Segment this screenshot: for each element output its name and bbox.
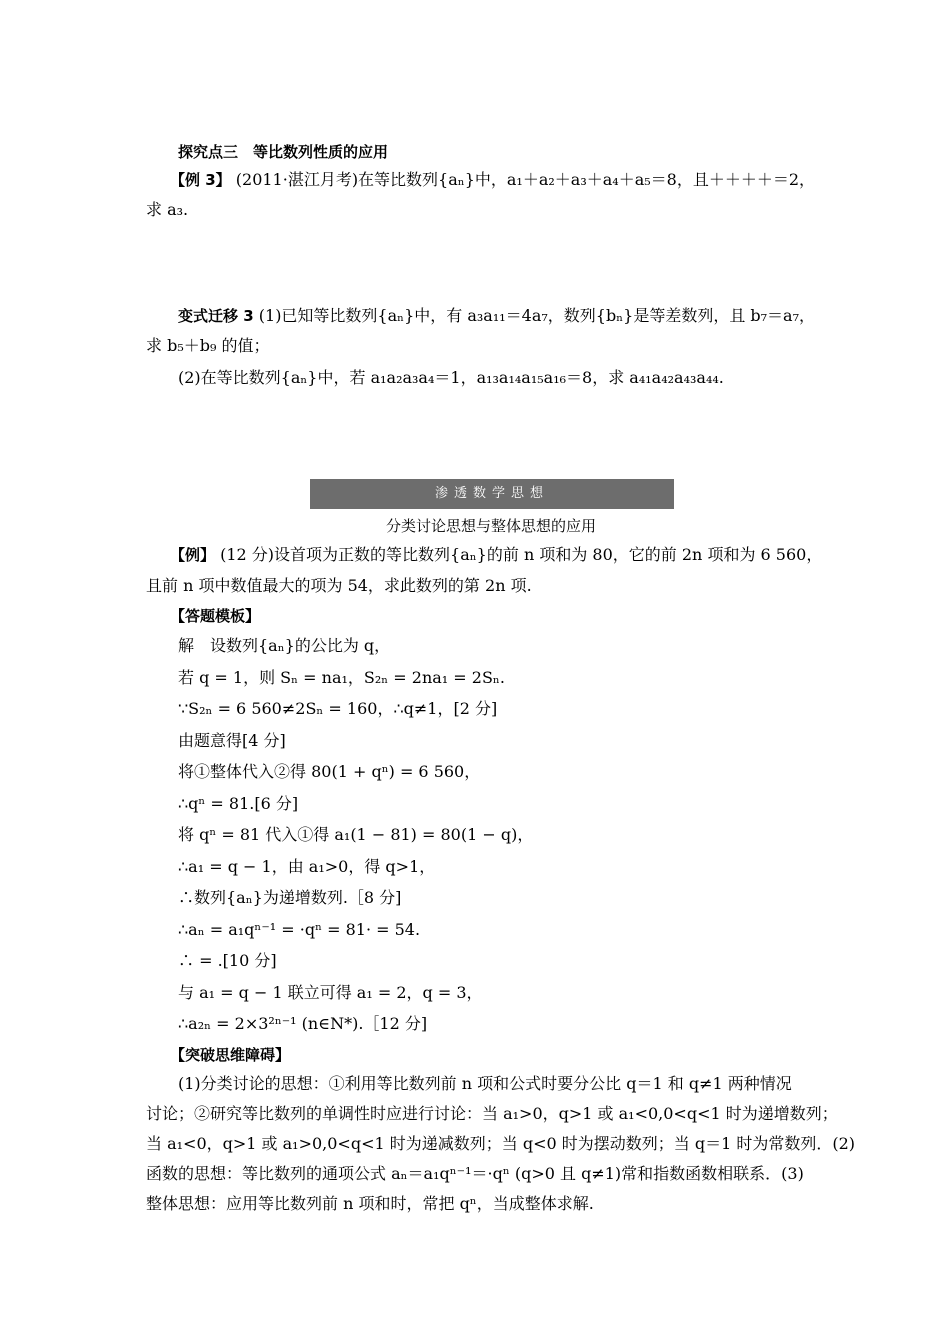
example-line-1 xyxy=(170,543,838,567)
solution-line: 将 qⁿ = 81 代入①得 a₁(1 − 81) = 80(1 − q)， xyxy=(178,825,534,844)
example-text-1: (12 分)设首项为正数的等比数列{aₙ}的前 n 项和为 80，它的前 2n 项和为 6 560， xyxy=(220,545,823,564)
example-line-2: 且前 n 项中数值最大的项为 54，求此数列的第 2n 项. xyxy=(146,576,532,595)
solution-line: 将①整体代入②得 80(1 + qⁿ) = 6 560， xyxy=(178,762,481,781)
solution-line: 若 q = 1，则 Sₙ = na₁，S₂ₙ = 2na₁ = 2Sₙ. xyxy=(178,668,505,687)
section-banner: 渗透数学思想 xyxy=(310,479,674,509)
example-tag: 【例】 xyxy=(170,546,216,564)
variant-line-1 xyxy=(178,304,846,328)
example3-line-1 xyxy=(170,168,838,192)
solution-line: ∴a₁ = q − 1，由 a₁>0，得 q>1， xyxy=(178,857,436,876)
template-heading: 【答题模板】 xyxy=(170,607,261,625)
variant-line-2: 求 b₅＋b₉ 的值； xyxy=(146,336,270,355)
variant-line-3: (2)在等比数列{aₙ}中，若 a₁a₂a₃a₄＝1，a₁₃a₁₄a₁₅a₁₆＝8，求 a₄₁a₄₂a₄₃a₄₄. xyxy=(178,368,724,387)
breakthrough-heading: 【突破思维障碍】 xyxy=(170,1046,291,1064)
variant-tag: 变式迁移 3 xyxy=(178,307,254,325)
solution-line: ∴ = .[10 分] xyxy=(178,951,277,970)
solution-line: ∴qⁿ = 81.[6 分] xyxy=(178,794,299,813)
solution-line: ∵S₂ₙ = 6 560≠2Sₙ = 160，∴q≠1，[2 分] xyxy=(178,699,498,718)
example3-tag: 【例 3】 xyxy=(170,171,231,189)
breakthrough-line: 讨论；②研究等比数列的单调性时应进行讨论：当 a₁>0，q>1 或 a₁<0,0<q<1 时为递增数列； xyxy=(146,1104,838,1123)
solution-line: ∴a₂ₙ = 2×3²ⁿ⁻¹ (n∈N*).［12 分] xyxy=(178,1014,428,1033)
breakthrough-line: 整体思想：应用等比数列前 n 项和时，常把 qⁿ，当成整体求解. xyxy=(146,1194,594,1213)
solution-line: 与 a₁ = q − 1 联立可得 a₁ = 2，q = 3， xyxy=(178,983,483,1002)
solution-line: ∴数列{aₙ}为递增数列.［8 分] xyxy=(178,888,402,907)
section-heading: 探究点三 等比数列性质的应用 xyxy=(178,143,389,161)
breakthrough-line: (1)分类讨论的思想：①利用等比数列前 n 项和公式时要分公比 q＝1 和 q≠1 两种情况 xyxy=(178,1074,792,1093)
solution-line: 解 设数列{aₙ}的公比为 q， xyxy=(178,636,391,655)
breakthrough-line: 当 a₁<0，q>1 或 a₁>0,0<q<1 时为递减数列；当 q<0 时为摆动数列；当 q＝1 时为常数列．(2) xyxy=(146,1134,856,1153)
solution-line: ∴aₙ = a₁qⁿ⁻¹ = ·qⁿ = 81· = 54. xyxy=(178,920,421,939)
example3-line-2: 求 a₃. xyxy=(146,200,189,219)
solution-line: 由题意得[4 分] xyxy=(178,731,286,750)
section-subtitle: 分类讨论思想与整体思想的应用 xyxy=(385,517,596,535)
variant-text-1: (1)已知等比数列{aₙ}中，有 a₃a₁₁＝4a₇，数列{bₙ}是等差数列，且 b₇＝a₇， xyxy=(258,306,816,325)
breakthrough-line: 函数的思想：等比数列的通项公式 aₙ＝a₁qⁿ⁻¹＝·qⁿ (q>0 且 q≠1)常和指数函数相联系．(3) xyxy=(146,1164,804,1183)
example3-text-1: (2011·湛江月考)在等比数列{aₙ}中，a₁＋a₂＋a₃＋a₄＋a₅＝8，且＋＋＋＋＝2， xyxy=(235,170,816,189)
